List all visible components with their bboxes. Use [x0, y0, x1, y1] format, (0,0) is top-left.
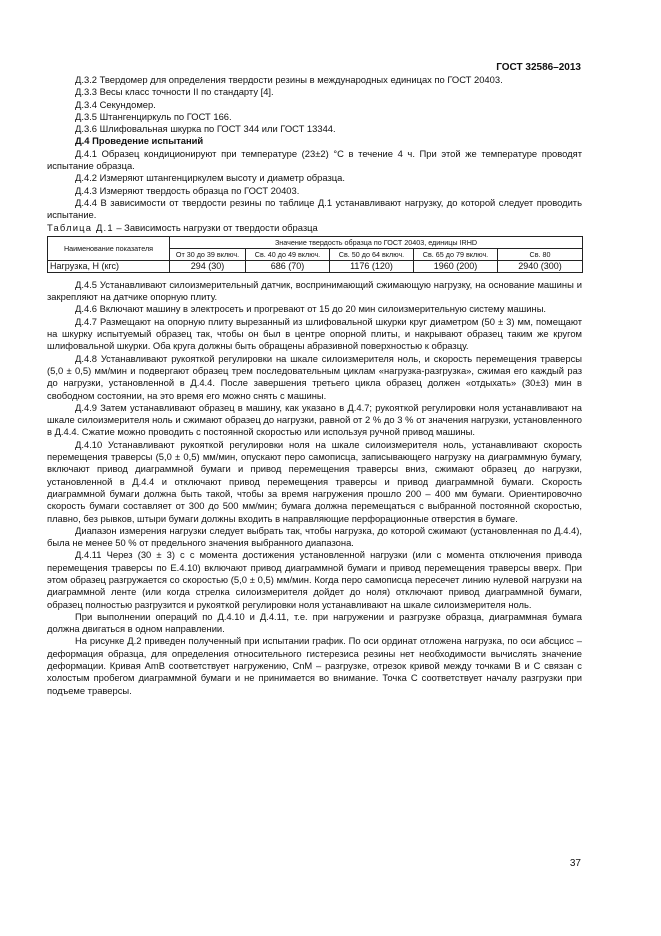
table-col-header: Св. 50 до 64 включ. [330, 248, 414, 260]
table-caption-label: Таблица Д.1 [47, 221, 114, 233]
paragraph: Диапазон измерения нагрузки следует выбрать так, чтобы нагрузка, до которой сжимают (установленная по Д.4.4), была не менее 50 % от предельного значения выбранного диапазона. [47, 524, 582, 549]
paragraph: Д.4.10 Устанавливают рукояткой регулировки ноля на шкале силоизмерителя ноль, устанавливают скорость перемещения траверсы (5,0 ± 0,5) мм/мин, опускают перо самописца, записывающего нагрузку на диаграммную бумагу, включают привод диаграммной бумаги и привод перемещения траверсы вниз, сжимают образец до нагрузки, установленной в Д.4.4 и отключают привод перемещения траверсы и привод диаграммной бумаги. Скорость диаграммной бумаги должна быть такой, чтобы за время нагружения прошло 200 – 400 мм бумаги. Ориентировочно скорость бумаги составляет от 300 до 500 мм/мин; бумага должна перемещаться с выбранной постоянной скоростью, плавно, без рывков, штыри бумаги должны входить в направляющие перфорационные отверстия в бумаге. [47, 438, 582, 524]
table-cell: 1176 (120) [330, 260, 414, 272]
paragraph: Д.4.1 Образец кондиционируют при температуре (23±2) °С в течение 4 ч. При этой же температуре проводят испытание образца. [47, 147, 582, 172]
paragraph: Д.4.9 Затем устанавливают образец в машину, как указано в Д.4.7; рукояткой регулировки ноля устанавливают на шкале силоизмерителя ноль и сжимают образец до нагрузки, равной от 2 % до 3 % от значения нагрузки, установленного в Д.4.4. Сжатие можно проводить с постоянной скоростью или используя ручной привод машины. [47, 401, 582, 438]
paragraph: При выполнении операций по Д.4.10 и Д.4.11, т.е. при нагружении и разгрузке образца, диаграммная бумага должна двигаться в одном направлении. [47, 610, 582, 635]
paragraph: Д.4.5 Устанавливают силоизмерительный датчик, воспринимающий сжимающую нагрузку, на основание машины и закрепляют на датчике опорную плиту. [47, 278, 582, 303]
document-header: ГОСТ 32586–2013 [496, 62, 581, 73]
table-col-header: Св. 80 [498, 248, 583, 260]
table-row-label: Нагрузка, Н (кгс) [48, 260, 170, 272]
paragraph: Д.4.4 В зависимости от твердости резины по таблице Д.1 устанавливают нагрузку, до которой следует проводить испытание. [47, 196, 582, 221]
table-caption [47, 222, 582, 234]
paragraph: Д.4.8 Устанавливают рукояткой регулировки на шкале силоизмерителя ноль, и скорость перемещения траверсы (5,0 ± 0,5) мм/мин и подвергают образец трем последовательным циклам «нагрузка-разгрузка», сжимая его каждый раз до нагрузки, установленной в Д.4.4. После завершения третьего цикла образец должен «отдыхать» (30±3) мин в свободном состоянии, на это время его можно снять с машины. [47, 352, 582, 401]
paragraph: Д.3.2 Твердомер для определения твердости резины в международных единицах по ГОСТ 20403. [75, 74, 503, 85]
paragraph: Д.3.5 Штангенциркуль по ГОСТ 166. [75, 110, 232, 122]
table-caption-text: – Зависимость нагрузки от твердости образца [116, 221, 318, 233]
mid-paragraphs [47, 148, 582, 222]
table-col-header: Св. 40 до 49 включ. [246, 248, 330, 260]
section-heading: Д.4 Проведение испытаний [75, 135, 204, 147]
bottom-paragraphs [47, 279, 582, 697]
paragraph: Д.4.6 Включают машину в электросеть и прогревают от 15 до 20 мин силоизмерительную систему машины. [75, 303, 547, 315]
table-cell: 686 (70) [246, 260, 330, 272]
table-cell: 1960 (200) [414, 260, 498, 272]
table-row [48, 260, 583, 272]
load-hardness-table [47, 236, 583, 273]
paragraph: Д.4.11 Через (30 ± 3) с с момента достижения установленной нагрузки (или с момента отключения привода перемещения траверсы по Е.4.10) включают привод диаграммной бумаги и привод перемещения траверсы вверх. При этом образец разгружается со скоростью (5,0 ± 0,5) мм/мин. Когда перо самописца пересечет линию нулевой нагрузки на диаграммной ленте (или когда стрелка силоизмерителя дойдет до ноля) отключают привод диаграммной бумаги, образец полностью разгрузится и рукояткой регулировки ноля устанавливают на шкале силоизмерителя ноль. [47, 549, 582, 610]
paragraph: Д.3.6 Шлифовальная шкурка по ГОСТ 344 или ГОСТ 13344. [75, 123, 336, 135]
table-cell: 294 (30) [170, 260, 246, 272]
table-cell: 2940 (300) [498, 260, 583, 272]
top-paragraphs [47, 74, 582, 135]
paragraph: Д.3.4 Секундомер. [75, 98, 156, 110]
page-number: 37 [569, 858, 581, 869]
paragraph: Д.3.3 Весы класс точности II по стандарту [4]. [75, 86, 274, 98]
table-col-header: Св. 65 до 79 включ. [414, 248, 498, 260]
table-header-row [48, 236, 583, 248]
table-stub-header: Наименование показателя [48, 236, 170, 260]
paragraph: Д.4.7 Размещают на опорную плиту вырезанный из шлифовальной шкурки круг диаметром (50 ± 3) мм, помещают на шкурку испытуемый образец так, чтобы он был в центре опорной плиты, и накрывают образец таким же кругом шлифовальной шкурки. Оба круга должны быть обращены абразивной поверхностью к образцу. [47, 315, 582, 352]
paragraph: На рисунке Д.2 приведен полученный при испытании график. По оси ординат отложена нагрузка, по оси абсцисс – деформация образца, для определения относительного гистерезиса резины нет необходимости вычислять значение деформации. Кривая АmВ соответствует нагружению, СnМ – разгрузке, отрезок кривой между точками В и С связан с холостым пробегом диаграммной бумаги и не принимается во внимание. Точка С соответствует началу разгрузки при подъеме траверсы. [47, 635, 582, 696]
table-group-header: Значение твердость образца по ГОСТ 20403, единицы IRHD [170, 236, 583, 248]
document-body [47, 74, 582, 697]
table-col-header: От 30 до 39 включ. [170, 248, 246, 260]
paragraph: Д.4.2 Измеряют штангенциркулем высоту и диаметр образца. [75, 172, 345, 184]
paragraph: Д.4.3 Измеряют твердость образца по ГОСТ 20403. [75, 184, 300, 196]
